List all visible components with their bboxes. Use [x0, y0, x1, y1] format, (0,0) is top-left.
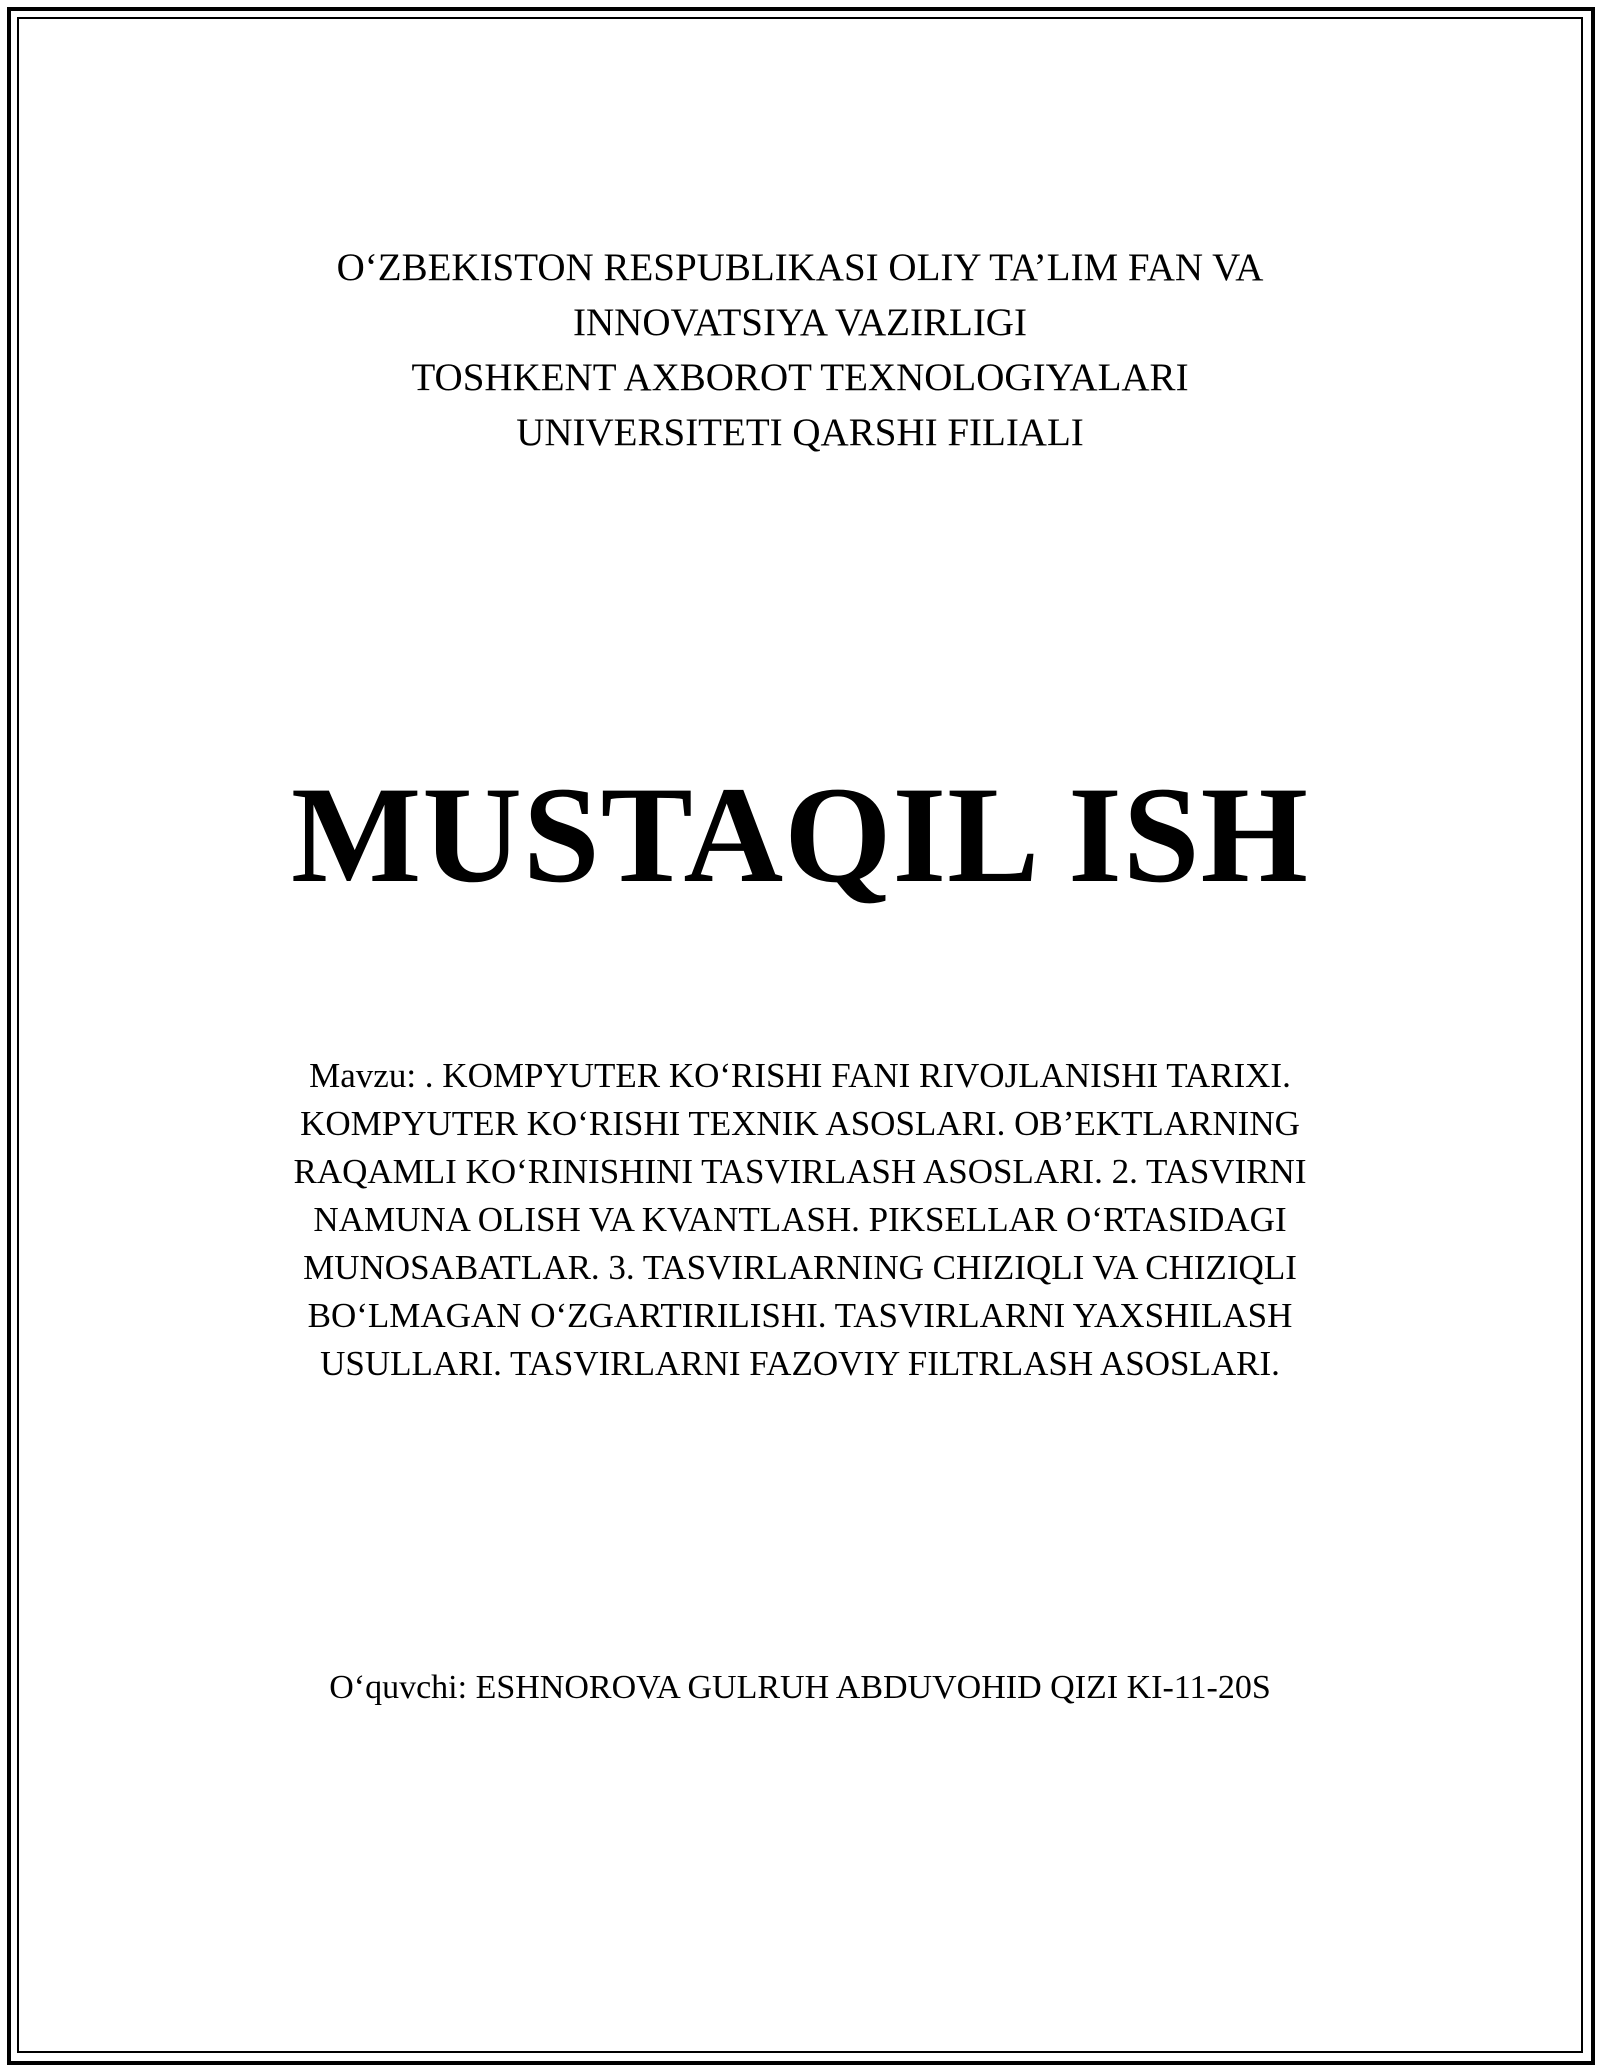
institution-header	[0, 240, 1600, 460]
header-line-3: TOSHKENT AXBOROT TEXNOLOGIYALARI	[411, 356, 1189, 399]
header-line-4: UNIVERSITETI QARSHI FILIALI	[516, 411, 1084, 454]
topic-paragraph: Mavzu: . KOMPYUTER KO‘RISHI FANI RIVOJLANISHI TARIXI. KOMPYUTER KO‘RISHI TEXNIK ASOSLARI. OB’EKTLARNING RAQAMLI KO‘RINISHINI TASVIRLASH ASOSLARI. 2. TASVIRNI NAMUNA OLISH VA KVANTLASH. PIKSELLAR O‘RTASIDAGI MUNOSABATLAR. 3. TASVIRLARNING CHIZIQLI VA CHIZIQLI BO‘LMAGAN O‘ZGARTIRILISHI. TASVIRLARNI YAXSHILASH USULLARI. TASVIRLARNI FAZOVIY FILTRLASH ASOSLARI.	[293, 1056, 1307, 1383]
student-line: O‘quvchi: ESHNOROVA GULRUH ABDUVOHID QIZI KI-11-20S	[329, 1669, 1271, 1706]
document-title: MUSTAQIL ISH	[291, 758, 1309, 911]
header-line-2: INNOVATSIYA VAZIRLIGI	[573, 301, 1027, 344]
header-line-1: O‘ZBEKISTON RESPUBLIKASI OLIY TA’LIM FAN VA	[336, 246, 1264, 289]
